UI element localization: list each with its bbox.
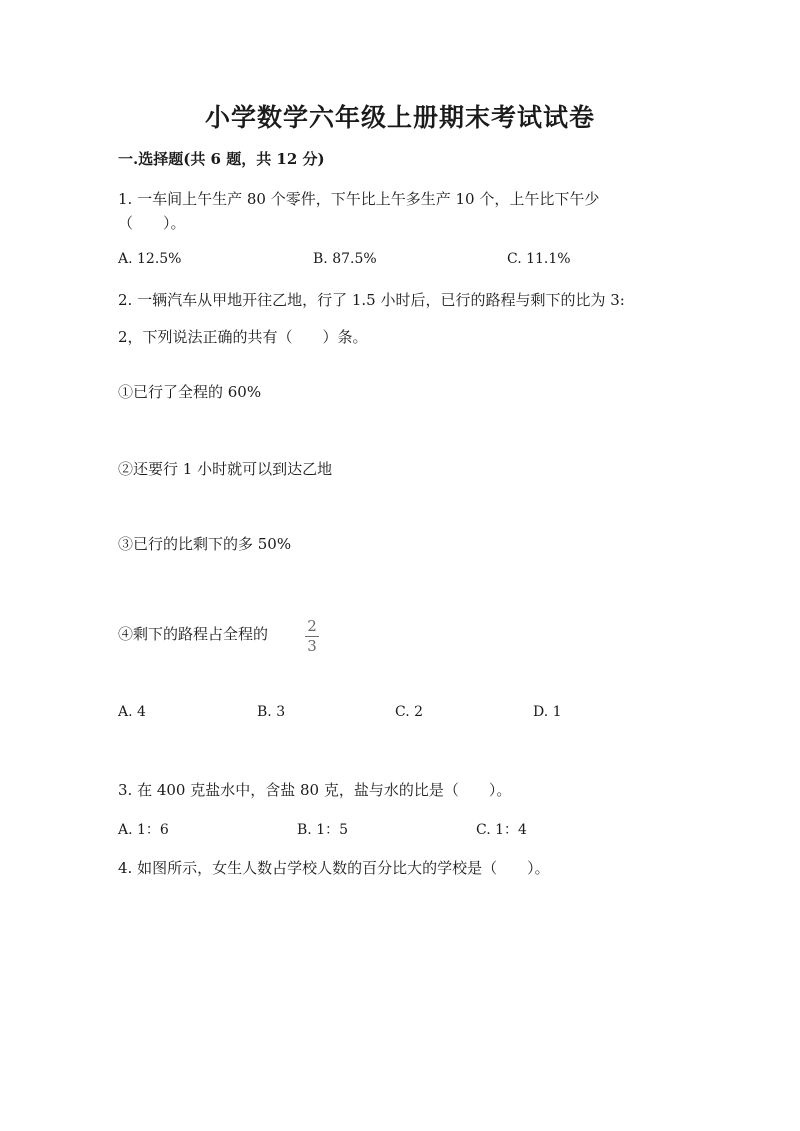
question-2-stem-continued: 2，下列说法正确的共有（ ）条。 <box>118 328 368 346</box>
question-1-option-c: C. 11.1% <box>507 251 571 267</box>
fraction-numerator: 2 <box>307 617 317 635</box>
question-3-option-c: C. 1：4 <box>476 822 527 838</box>
question-2-option-c: C. 2 <box>395 704 424 720</box>
question-1-stem-continued: （ ）。 <box>118 214 186 232</box>
question-3-option-b: B. 1：5 <box>297 822 349 838</box>
question-1-stem: 1. 一车间上午生产 80 个零件，下午比上午多生产 10 个，上午比下午少 <box>118 190 600 208</box>
page-title: 小学数学六年级上册期末考试试卷 <box>204 103 595 132</box>
question-2-statement-3: ③已行的比剩下的多 50% <box>118 535 292 553</box>
question-1-option-a: A. 12.5% <box>118 251 182 267</box>
question-1-option-b: B. 87.5% <box>313 251 377 267</box>
question-4-stem: 4. 如图所示，女生人数占学校人数的百分比大的学校是（ ）。 <box>118 859 550 877</box>
fraction-two-thirds <box>303 619 321 654</box>
question-2-stem: 2. 一辆汽车从甲地开往乙地，行了 1.5 小时后，已行的路程与剩下的比为 3: <box>118 291 625 309</box>
question-2-statement-1: ①已行了全程的 60% <box>118 383 262 401</box>
question-2-statement-4: ④剩下的路程占全程的 <box>118 625 269 643</box>
question-2-option-a: A. 4 <box>118 704 146 720</box>
question-2-option-d: D. 1 <box>533 704 562 720</box>
question-3-option-a: A. 1：6 <box>118 822 169 838</box>
question-2-option-b: B. 3 <box>257 704 286 720</box>
section-heading: 一.选择题(共 6 题，共 12 分) <box>118 150 325 168</box>
fraction-denominator: 3 <box>307 637 317 655</box>
question-2-statement-2: ②还要行 1 小时就可以到达乙地 <box>118 460 333 478</box>
question-3-stem: 3. 在 400 克盐水中，含盐 80 克，盐与水的比是（ ）。 <box>118 781 512 799</box>
